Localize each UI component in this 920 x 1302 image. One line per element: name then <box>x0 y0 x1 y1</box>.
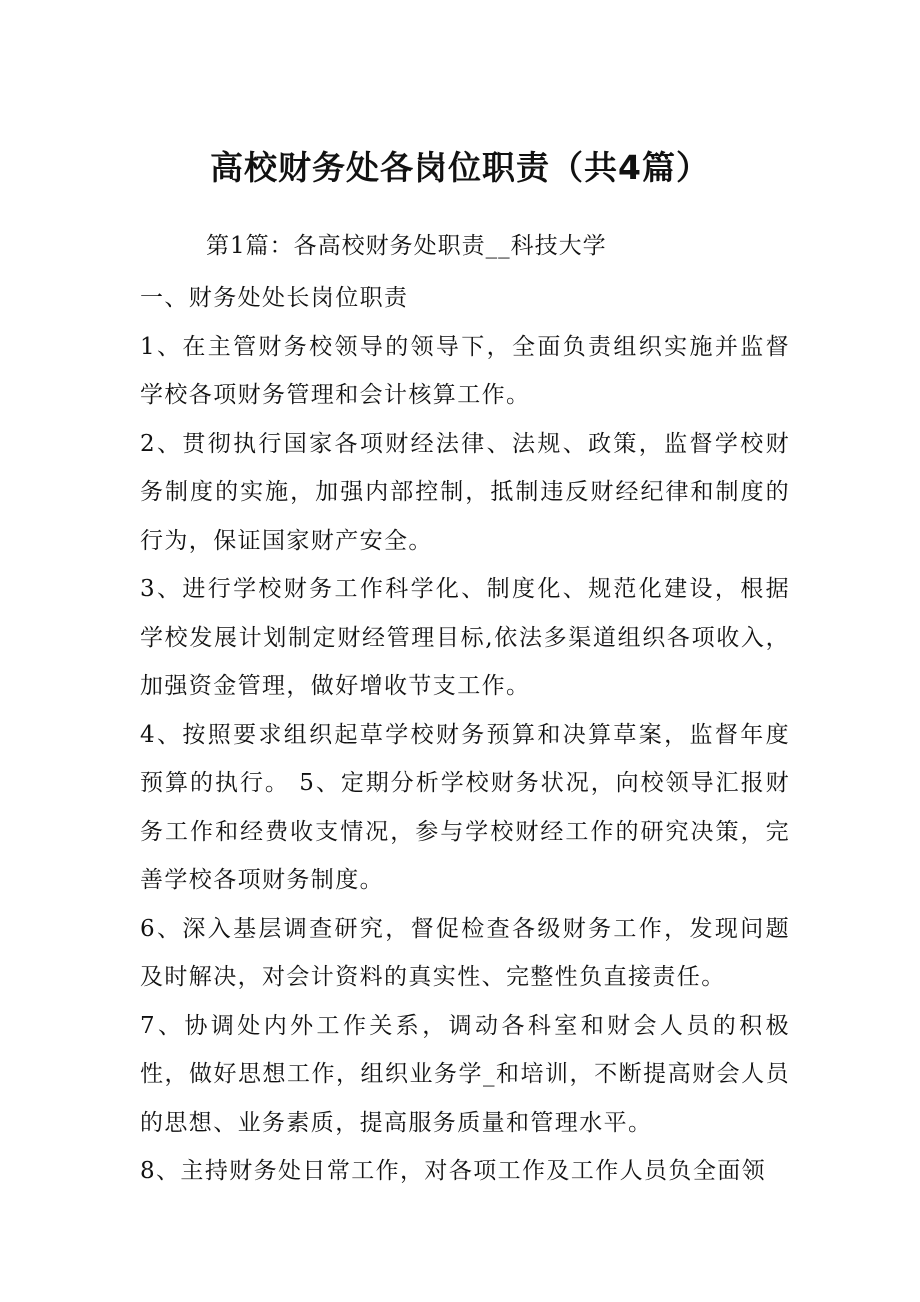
paragraph-2: 2、贯彻执行国家各项财经法律、法规、政策，监督学校财务制度的实施，加强内部控制，抵制违反财经纪律和制度的行为，保证国家财产安全。 <box>140 430 790 554</box>
paragraph-6: 6、深入基层调查研究，督促检查各级财务工作，发现问题及时解决，对会计资料的真实性、完整性负直接责任。 <box>140 915 790 990</box>
paragraph-4: 4、按照要求组织起草学校财务预算和决算草案，监督年度预算的执行。 5、定期分析学校财务状况，向校领导汇报财务工作和经费收支情况，参与学校财经工作的研究决策，完善学校各项财务制度。 <box>140 721 790 893</box>
paragraph-3: 3、进行学校财务工作科学化、制度化、规范化建设，根据学校发展计划制定财经管理目标,依法多渠道组织各项收入，加强资金管理，做好增收节支工作。 <box>140 576 790 699</box>
paragraph-7: 7、协调处内外工作关系，调动各科室和财会人员的积极性，做好思想工作，组织业务学_和培训，不断提高财会人员的思想、业务素质，提高服务质量和管理水平。 <box>140 1012 790 1136</box>
paragraph-1: 1、在主管财务校领导的领导下，全面负责组织实施并监督学校各项财务管理和会计核算工作。 <box>140 333 790 408</box>
document-subtitle: 第1篇：各高校财务处职责__科技大学 <box>206 233 607 259</box>
section-heading: 一、财务处处长岗位职责 <box>140 285 409 311</box>
paragraph-8: 8、主持财务处日常工作，对各项工作及工作人员负全面领 <box>140 1158 767 1184</box>
document-body <box>140 274 790 1196</box>
document-title: 高校财务处各岗位职责（共4篇） <box>210 148 710 187</box>
